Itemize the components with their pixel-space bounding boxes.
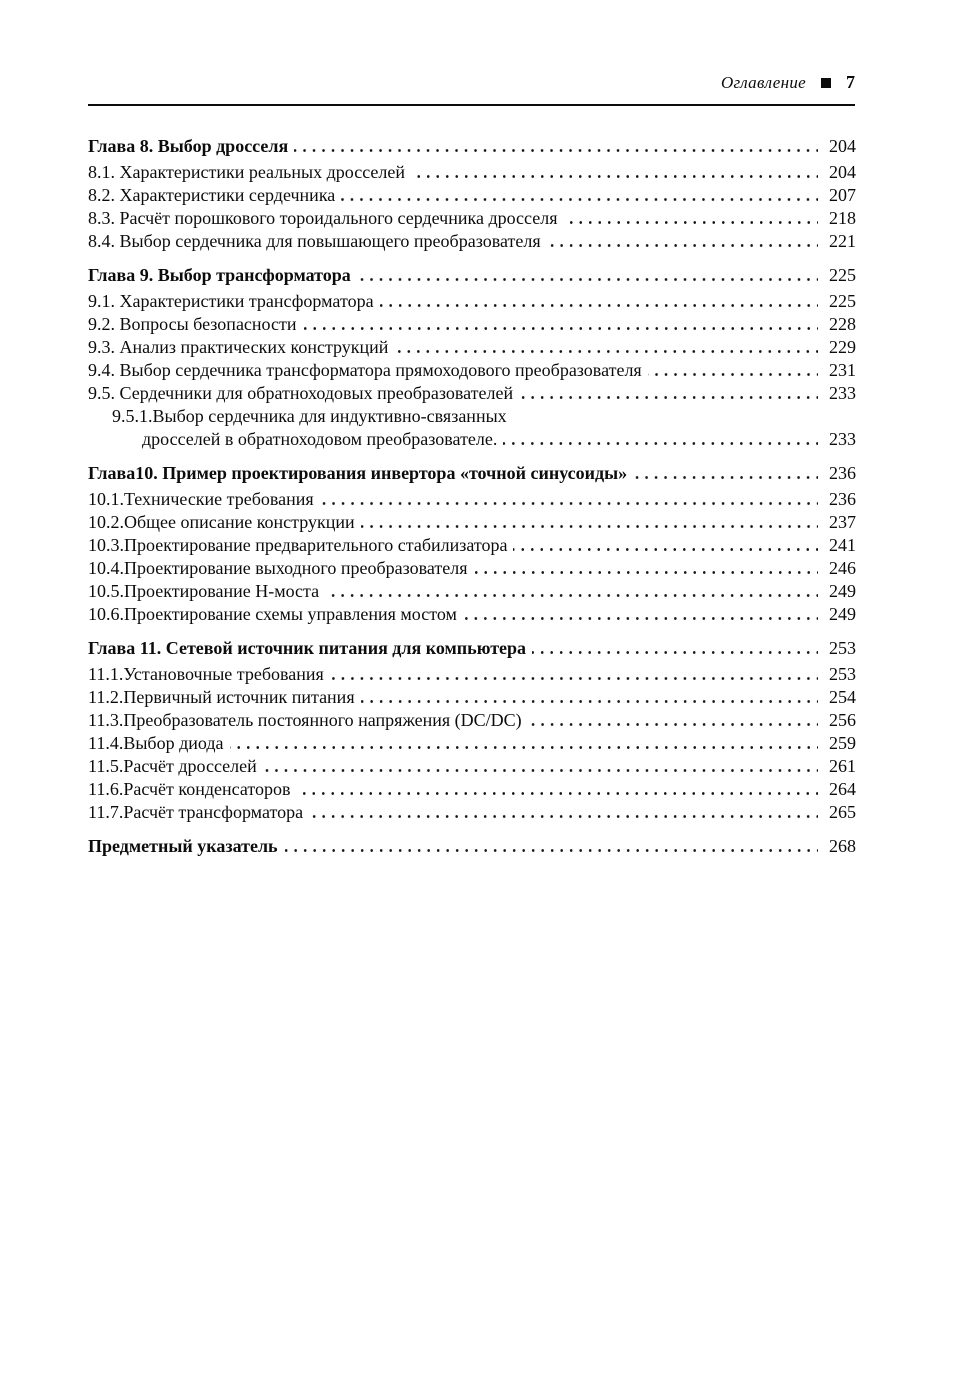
toc-entry-page: 237 <box>829 512 856 532</box>
toc-entry-page: 261 <box>829 756 856 776</box>
dot-leader <box>361 525 818 528</box>
toc-section-chapter-9 <box>88 263 856 451</box>
index-heading-row <box>88 834 856 858</box>
toc-entry-label: 9.2. Вопросы безопасности <box>88 314 297 334</box>
running-header-title: Оглавление <box>720 73 806 92</box>
toc-entry-label: 11.4.Выбор диода <box>88 733 224 753</box>
header-rule <box>88 104 855 106</box>
toc-entry-label: 11.7.Расчёт трансформатора <box>88 802 304 822</box>
toc-entry-page: 236 <box>829 489 856 509</box>
toc-entry <box>88 801 856 824</box>
dot-leader <box>330 677 818 680</box>
dot-leader <box>513 548 818 551</box>
dot-leader <box>394 350 818 353</box>
chapter-heading-page: 204 <box>829 136 856 156</box>
toc-entry <box>88 755 856 778</box>
toc-entry <box>88 488 856 511</box>
chapter-heading-page: 236 <box>829 463 856 483</box>
toc-entry-label: 10.6.Проектирование схемы управления мостом <box>88 604 457 624</box>
toc-entry <box>88 184 856 207</box>
toc-entry <box>88 603 856 626</box>
dot-leader <box>361 700 818 703</box>
toc-entry <box>88 557 856 580</box>
toc-entry-page: 249 <box>829 581 856 601</box>
toc-entry-label: 11.5.Расчёт дросселей <box>88 756 257 776</box>
index-heading-page: 268 <box>829 836 856 856</box>
dot-leader <box>380 304 818 307</box>
chapter-heading-row <box>88 134 856 158</box>
dot-leader <box>357 278 818 281</box>
chapter-heading-row <box>88 263 856 287</box>
toc-entry-label: 10.3.Проектирование предварительного стабилизатора <box>88 535 508 555</box>
toc-entry-page: 254 <box>829 687 856 707</box>
toc-entry-page: 264 <box>829 779 856 799</box>
toc-entry <box>88 778 856 801</box>
dot-leader <box>547 244 818 247</box>
toc-entry <box>88 207 856 230</box>
toc-subentry-label: 9.5.1.Выбор сердечника для индуктивно-связанных <box>112 406 507 426</box>
toc-section-chapter-8 <box>88 134 856 253</box>
toc-entry <box>88 511 856 534</box>
toc-entry-label: 10.4.Проектирование выходного преобразователя <box>88 558 468 578</box>
running-header <box>88 72 855 93</box>
dot-leader <box>325 594 818 597</box>
chapter-heading-label: Глава 9. Выбор трансформатора <box>88 265 351 285</box>
toc-entry-label: 10.1.Технические требования <box>88 489 314 509</box>
chapter-heading-page: 253 <box>829 638 856 658</box>
toc-entry-page: 256 <box>829 710 856 730</box>
toc-entry <box>88 732 856 755</box>
dot-leader <box>648 373 818 376</box>
dot-leader <box>503 442 818 445</box>
toc-entry-page: 221 <box>829 231 856 251</box>
toc-entry-page: 253 <box>829 664 856 684</box>
dot-leader <box>284 849 818 852</box>
dot-leader <box>411 175 818 178</box>
toc-entry <box>88 230 856 253</box>
toc-entry-page: 233 <box>829 383 856 403</box>
toc-section-chapter-11 <box>88 636 856 824</box>
dot-leader <box>532 651 818 654</box>
toc-entry <box>88 686 856 709</box>
folio-page-number: 7 <box>846 72 855 92</box>
dot-leader <box>519 396 818 399</box>
toc-entry-label: 8.2. Характеристики сердечника <box>88 185 336 205</box>
toc-subentry-page: 233 <box>829 429 856 449</box>
dot-leader <box>296 792 818 795</box>
toc-entry-page: 249 <box>829 604 856 624</box>
toc-entry-page: 241 <box>829 535 856 555</box>
dot-leader <box>463 617 818 620</box>
toc-entry-page: 259 <box>829 733 856 753</box>
toc-entry-label: 8.4. Выбор сердечника для повышающего преобразователя <box>88 231 541 251</box>
toc-entry-page: 229 <box>829 337 856 357</box>
dot-leader <box>309 815 818 818</box>
dot-leader <box>230 746 818 749</box>
toc-entry-page: 204 <box>829 162 856 182</box>
dot-leader <box>263 769 818 772</box>
toc-entry <box>88 663 856 686</box>
dot-leader <box>303 327 819 330</box>
table-of-contents <box>88 134 856 861</box>
dot-leader <box>633 476 818 479</box>
toc-entry-page: 265 <box>829 802 856 822</box>
toc-entry-page: 225 <box>829 291 856 311</box>
toc-subentry-line1 <box>88 405 856 428</box>
toc-entry <box>88 534 856 557</box>
dot-leader <box>320 502 818 505</box>
dot-leader <box>528 723 818 726</box>
toc-entry-label: 11.3.Преобразователь постоянного напряжения (DC/DC) <box>88 710 522 730</box>
toc-entry <box>88 161 856 184</box>
toc-subentry-line2 <box>88 428 856 451</box>
toc-subentry-label-continued: дросселей в обратноходовом преобразователе. <box>142 429 498 449</box>
chapter-heading-label: Глава 8. Выбор дросселя <box>88 136 289 156</box>
toc-entry-page: 228 <box>829 314 856 334</box>
toc-entry-page: 207 <box>829 185 856 205</box>
toc-entry-label: 11.1.Установочные требования <box>88 664 324 684</box>
chapter-heading-page: 225 <box>829 265 856 285</box>
toc-entry <box>88 382 856 405</box>
toc-entry-label: 8.3. Расчёт порошкового тороидального сердечника дросселя <box>88 208 558 228</box>
toc-entry <box>88 709 856 732</box>
toc-entry-page: 231 <box>829 360 856 380</box>
toc-entry <box>88 580 856 603</box>
chapter-heading-row <box>88 636 856 660</box>
toc-entry-label: 8.1. Характеристики реальных дросселей <box>88 162 406 182</box>
toc-entry-label: 9.1. Характеристики трансформатора <box>88 291 374 311</box>
toc-entry <box>88 359 856 382</box>
toc-entry-label: 10.5.Проектирование Н-моста <box>88 581 320 601</box>
dot-leader <box>294 149 818 152</box>
dot-leader <box>341 198 818 201</box>
toc-entry-label: 11.6.Расчёт конденсаторов <box>88 779 291 799</box>
toc-section-chapter-10 <box>88 461 856 626</box>
toc-entry-label: 9.3. Анализ практических конструкций <box>88 337 389 357</box>
chapter-heading-label: Глава10. Пример проектирования инвертора «точной синусоиды» <box>88 463 628 483</box>
toc-entry-label: 9.4. Выбор сердечника трансформатора прямоходового преобразователя <box>88 360 642 380</box>
toc-entry-page: 218 <box>829 208 856 228</box>
dot-leader <box>564 221 819 224</box>
toc-entry <box>88 336 856 359</box>
chapter-heading-row <box>88 461 856 485</box>
chapter-heading-label: Глава 11. Сетевой источник питания для компьютера <box>88 638 527 658</box>
square-bullet-icon <box>821 78 831 88</box>
toc-entry-page: 246 <box>829 558 856 578</box>
toc-entry <box>88 313 856 336</box>
toc-entry <box>88 290 856 313</box>
dot-leader <box>474 571 818 574</box>
toc-entry-label: 10.2.Общее описание конструкции <box>88 512 355 532</box>
toc-entry-label: 11.2.Первичный источник питания <box>88 687 355 707</box>
index-heading-label: Предметный указатель <box>88 836 278 856</box>
toc-entry-label: 9.5. Сердечники для обратноходовых преобразователей <box>88 383 514 403</box>
toc-section-index <box>88 834 856 858</box>
